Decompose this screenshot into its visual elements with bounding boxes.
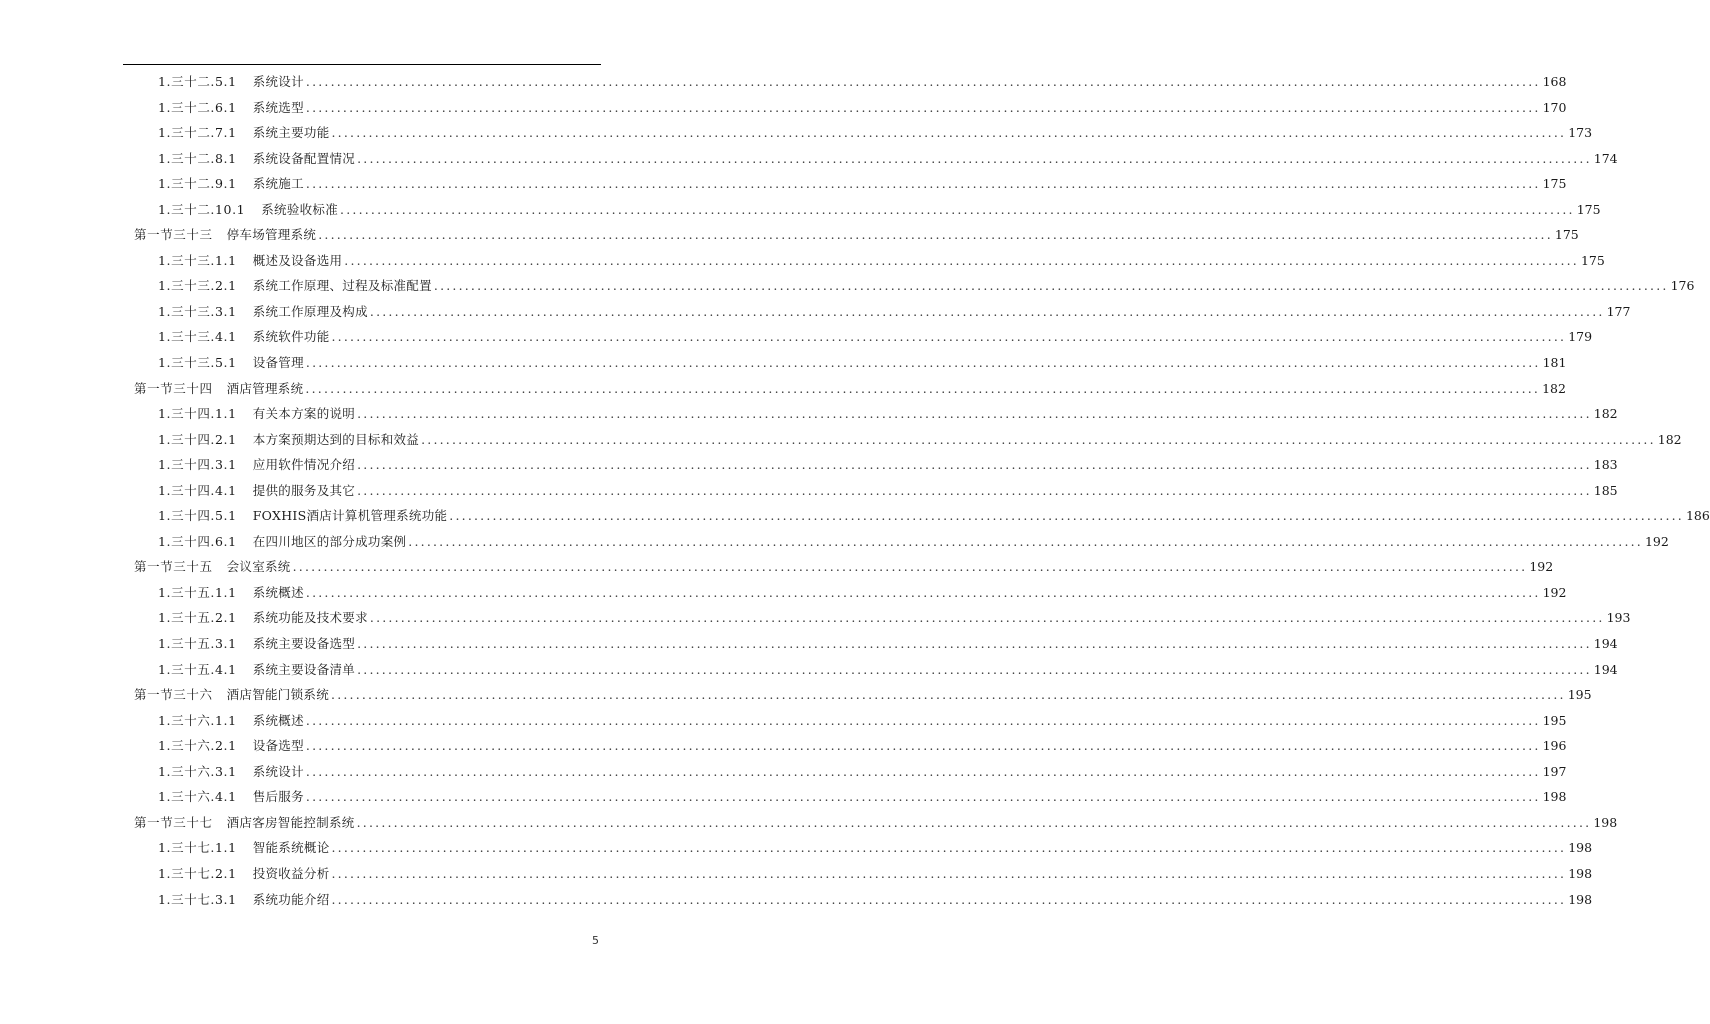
toc-entry-number: 1.三十四.1.1 bbox=[158, 406, 237, 422]
toc-dot-leader: ........................................................................................................................................................................................................ bbox=[305, 763, 1541, 779]
toc-entry-title: 在四川地区的部分成功案例 bbox=[252, 533, 407, 549]
toc-entry-number: 第一节三十五 bbox=[134, 559, 213, 575]
toc-entry-number: 1.三十三.5.1 bbox=[158, 355, 237, 371]
toc-entry-page: 186 bbox=[1685, 508, 1710, 524]
toc-entry-number: 1.三十五.4.1 bbox=[158, 661, 237, 677]
toc-subsection-entry[interactable] bbox=[134, 98, 1567, 124]
toc-entry-title: 系统设备配置情况 bbox=[252, 150, 356, 166]
page-number: 5 bbox=[592, 934, 599, 947]
toc-subsection-entry[interactable] bbox=[134, 890, 1593, 916]
toc-entry-number: 1.三十四.6.1 bbox=[158, 533, 237, 549]
toc-dot-leader: ........................................................................................................................................................................................................ bbox=[305, 176, 1541, 192]
toc-dot-leader: ........................................................................................................................................................................................................ bbox=[369, 303, 1605, 319]
toc-subsection-entry[interactable] bbox=[134, 762, 1567, 788]
toc-entry-number: 第一节三十三 bbox=[134, 227, 213, 243]
toc-dot-leader: ........................................................................................................................................................................................................ bbox=[305, 584, 1541, 600]
toc-subsection-entry[interactable] bbox=[134, 174, 1567, 200]
toc-entry-page: 175 bbox=[1580, 252, 1605, 268]
toc-entry-number: 1.三十三.4.1 bbox=[158, 329, 237, 345]
toc-entry-number: 1.三十六.2.1 bbox=[158, 738, 237, 754]
toc-entry-page: 194 bbox=[1593, 636, 1618, 652]
toc-entry-number: 1.三十四.2.1 bbox=[158, 431, 237, 447]
toc-subsection-entry[interactable] bbox=[134, 711, 1567, 737]
toc-entry-title: 智能系统概论 bbox=[252, 840, 330, 856]
toc-subsection-entry[interactable] bbox=[134, 455, 1618, 481]
toc-dot-leader: ........................................................................................................................................................................................................ bbox=[331, 329, 1567, 345]
toc-entry-title: 系统工作原理、过程及标准配置 bbox=[252, 278, 432, 294]
toc-entry-page: 198 bbox=[1568, 865, 1593, 881]
toc-entry-title: 提供的服务及其它 bbox=[252, 482, 356, 498]
toc-entry-number: 1.三十二.5.1 bbox=[158, 74, 237, 89]
toc-dot-leader: ........................................................................................................................................................................................................ bbox=[331, 125, 1567, 141]
toc-subsection-entry[interactable] bbox=[134, 583, 1567, 609]
toc-section-entry[interactable] bbox=[134, 685, 1592, 711]
toc-subsection-entry[interactable] bbox=[134, 149, 1618, 175]
toc-entry-number: 1.三十三.3.1 bbox=[158, 303, 237, 319]
toc-entry-number: 1.三十六.4.1 bbox=[158, 789, 237, 805]
toc-dot-leader: ........................................................................................................................................................................................................ bbox=[305, 99, 1541, 115]
toc-entry-page: 179 bbox=[1568, 329, 1593, 345]
toc-entry-page: 192 bbox=[1529, 559, 1554, 575]
toc-entry-number: 第一节三十七 bbox=[134, 814, 213, 830]
toc-entry-page: 182 bbox=[1657, 431, 1682, 447]
toc-entry-page: 198 bbox=[1568, 891, 1593, 907]
toc-subsection-entry[interactable] bbox=[134, 72, 1567, 98]
toc-entry-page: 192 bbox=[1542, 584, 1567, 600]
toc-entry-number: 1.三十七.3.1 bbox=[158, 891, 237, 907]
toc-subsection-entry[interactable] bbox=[134, 660, 1618, 686]
toc-entry-title: 设备选型 bbox=[252, 738, 304, 754]
toc-entry-title: 售后服务 bbox=[252, 789, 304, 805]
toc-entry-title: 概述及设备选用 bbox=[252, 252, 343, 268]
toc-subsection-entry[interactable] bbox=[134, 327, 1593, 353]
toc-entry-title: 系统设计 bbox=[252, 763, 304, 779]
toc-dot-leader: ........................................................................................................................................................................................................ bbox=[433, 278, 1669, 294]
toc-entry-page: 183 bbox=[1593, 457, 1618, 473]
toc-entry-title: 酒店管理系统 bbox=[226, 380, 304, 396]
toc-subsection-entry[interactable] bbox=[134, 200, 1601, 226]
toc-dot-leader: ........................................................................................................................................................................................................ bbox=[305, 380, 1541, 396]
toc-entry-page: 196 bbox=[1542, 738, 1567, 754]
toc-entry-page: 181 bbox=[1542, 355, 1567, 371]
toc-dot-leader: ........................................................................................................................................................................................................ bbox=[449, 508, 1684, 524]
toc-entry-page: 197 bbox=[1542, 763, 1567, 779]
toc-dot-leader: ........................................................................................................................................................................................................ bbox=[421, 431, 1656, 447]
toc-dot-leader: ........................................................................................................................................................................................................ bbox=[331, 840, 1567, 856]
toc-dot-leader: ........................................................................................................................................................................................................ bbox=[357, 457, 1592, 473]
toc-subsection-entry[interactable] bbox=[134, 123, 1593, 149]
toc-entry-number: 1.三十五.1.1 bbox=[158, 584, 237, 600]
toc-entry-page: 192 bbox=[1644, 533, 1669, 549]
toc-entry-title: 系统功能介绍 bbox=[252, 891, 330, 907]
toc-entry-page: 177 bbox=[1606, 303, 1631, 319]
toc-entry-page: 185 bbox=[1593, 482, 1618, 498]
toc-subsection-entry[interactable] bbox=[134, 506, 1710, 532]
toc-dot-leader: ........................................................................................................................................................................................................ bbox=[305, 355, 1541, 371]
toc-dot-leader: ........................................................................................................................................................................................................ bbox=[331, 687, 1566, 703]
toc-entry-title: 系统选型 bbox=[252, 99, 304, 115]
toc-entry-number: 1.三十四.3.1 bbox=[158, 457, 237, 473]
toc-entry-title: 应用软件情况介绍 bbox=[252, 457, 356, 473]
toc-dot-leader: ........................................................................................................................................................................................................ bbox=[357, 482, 1592, 498]
toc-dot-leader: ........................................................................................................................................................................................................ bbox=[292, 559, 1528, 575]
toc-entry-title: 酒店智能门锁系统 bbox=[226, 687, 330, 703]
toc-entry-page: 175 bbox=[1554, 227, 1579, 243]
toc-subsection-entry[interactable] bbox=[134, 838, 1593, 864]
toc-subsection-entry[interactable] bbox=[134, 864, 1593, 890]
toc-section-entry[interactable] bbox=[134, 225, 1579, 251]
toc-entry-title: 系统设计 bbox=[252, 74, 304, 89]
toc-subsection-entry[interactable] bbox=[134, 736, 1567, 762]
toc-dot-leader: ........................................................................................................................................................................................................ bbox=[331, 891, 1567, 907]
toc-dot-leader: ........................................................................................................................................................................................................ bbox=[356, 814, 1592, 830]
toc-subsection-entry[interactable] bbox=[134, 251, 1605, 277]
toc-entry-title: 系统主要设备清单 bbox=[252, 661, 356, 677]
toc-dot-leader: ........................................................................................................................................................................................................ bbox=[318, 227, 1553, 243]
toc-entry-title: 系统工作原理及构成 bbox=[252, 303, 368, 319]
toc-subsection-entry[interactable] bbox=[134, 353, 1567, 379]
toc-entry-title: 会议室系统 bbox=[226, 559, 291, 575]
toc-dot-leader: ........................................................................................................................................................................................................ bbox=[357, 661, 1592, 677]
toc-entry-page: 170 bbox=[1542, 99, 1567, 115]
toc-section-entry[interactable] bbox=[134, 379, 1566, 405]
toc-entry-title: 系统施工 bbox=[252, 176, 304, 192]
toc-subsection-entry[interactable] bbox=[134, 634, 1618, 660]
toc-dot-leader: ........................................................................................................................................................................................................ bbox=[357, 406, 1592, 422]
toc-entry-page: 168 bbox=[1542, 74, 1567, 89]
toc-dot-leader: ........................................................................................................................................................................................................ bbox=[331, 865, 1567, 881]
toc-dot-leader: ........................................................................................................................................................................................................ bbox=[357, 150, 1592, 166]
toc-entry-number: 1.三十二.7.1 bbox=[158, 125, 237, 141]
toc-entry-page: 198 bbox=[1542, 789, 1567, 805]
toc-entry-number: 1.三十四.5.1 bbox=[158, 508, 237, 524]
toc-entry-title: 有关本方案的说明 bbox=[252, 406, 356, 422]
toc-entry-page: 175 bbox=[1542, 176, 1567, 192]
toc-dot-leader: ........................................................................................................................................................................................................ bbox=[344, 252, 1579, 268]
toc-dot-leader: ........................................................................................................................................................................................................ bbox=[305, 712, 1541, 728]
toc-subsection-entry[interactable] bbox=[134, 430, 1682, 456]
toc-entry-number: 1.三十二.6.1 bbox=[158, 99, 237, 115]
toc-entry-page: 174 bbox=[1593, 150, 1618, 166]
toc-subsection-entry[interactable] bbox=[134, 608, 1631, 634]
toc-entry-number: 第一节三十六 bbox=[134, 687, 213, 703]
toc-subsection-entry[interactable] bbox=[134, 532, 1669, 558]
toc-entry-number: 1.三十三.2.1 bbox=[158, 278, 237, 294]
toc-entry-title: 系统概述 bbox=[252, 712, 304, 728]
toc-dot-leader: ........................................................................................................................................................................................................ bbox=[369, 610, 1605, 626]
toc-subsection-entry[interactable] bbox=[134, 787, 1567, 813]
table-of-contents bbox=[134, 72, 1710, 915]
toc-subsection-entry[interactable] bbox=[134, 481, 1618, 507]
toc-dot-leader: ........................................................................................................................................................................................................ bbox=[305, 74, 1541, 89]
toc-entry-title: 系统主要设备选型 bbox=[252, 636, 356, 652]
toc-dot-leader: ........................................................................................................................................................................................................ bbox=[340, 201, 1575, 217]
toc-entry-number: 1.三十七.2.1 bbox=[158, 865, 237, 881]
toc-entry-page: 195 bbox=[1567, 687, 1592, 703]
toc-entry-title: 系统软件功能 bbox=[252, 329, 330, 345]
toc-entry-number: 1.三十五.2.1 bbox=[158, 610, 237, 626]
toc-entry-title: 设备管理 bbox=[252, 355, 304, 371]
toc-entry-page: 195 bbox=[1542, 712, 1567, 728]
toc-entry-page: 198 bbox=[1568, 840, 1593, 856]
toc-entry-number: 1.三十三.1.1 bbox=[158, 252, 237, 268]
toc-section-entry[interactable] bbox=[134, 813, 1618, 839]
toc-subsection-entry[interactable] bbox=[134, 276, 1695, 302]
toc-entry-title: 投资收益分析 bbox=[252, 865, 330, 881]
header-rule bbox=[123, 64, 601, 65]
toc-entry-page: 175 bbox=[1576, 201, 1601, 217]
toc-entry-title: 本方案预期达到的目标和效益 bbox=[252, 431, 420, 447]
toc-entry-number: 1.三十二.10.1 bbox=[158, 201, 246, 217]
toc-entry-title: FOXHIS酒店计算机管理系统功能 bbox=[252, 508, 448, 524]
toc-entry-page: 193 bbox=[1606, 610, 1631, 626]
toc-dot-leader: ........................................................................................................................................................................................................ bbox=[305, 789, 1541, 805]
toc-section-entry[interactable] bbox=[134, 557, 1554, 583]
toc-entry-page: 176 bbox=[1670, 278, 1695, 294]
toc-entry-number: 第一节三十四 bbox=[134, 380, 213, 396]
toc-dot-leader: ........................................................................................................................................................................................................ bbox=[305, 738, 1541, 754]
toc-entry-number: 1.三十六.3.1 bbox=[158, 763, 237, 779]
toc-entry-number: 1.三十二.8.1 bbox=[158, 150, 237, 166]
toc-entry-page: 194 bbox=[1593, 661, 1618, 677]
toc-entry-number: 1.三十二.9.1 bbox=[158, 176, 237, 192]
toc-dot-leader: ........................................................................................................................................................................................................ bbox=[357, 636, 1592, 652]
toc-subsection-entry[interactable] bbox=[134, 404, 1618, 430]
toc-entry-number: 1.三十七.1.1 bbox=[158, 840, 237, 856]
toc-entry-number: 1.三十四.4.1 bbox=[158, 482, 237, 498]
toc-entry-number: 1.三十五.3.1 bbox=[158, 636, 237, 652]
toc-entry-page: 198 bbox=[1593, 814, 1618, 830]
toc-dot-leader: ........................................................................................................................................................................................................ bbox=[408, 533, 1643, 549]
toc-entry-title: 系统功能及技术要求 bbox=[252, 610, 368, 626]
toc-entry-page: 182 bbox=[1542, 380, 1566, 396]
toc-entry-title: 系统主要功能 bbox=[252, 125, 330, 141]
toc-entry-title: 停车场管理系统 bbox=[226, 227, 317, 243]
toc-entry-number: 1.三十六.1.1 bbox=[158, 712, 237, 728]
toc-entry-page: 173 bbox=[1568, 125, 1593, 141]
toc-entry-title: 系统概述 bbox=[252, 584, 304, 600]
toc-entry-title: 系统验收标准 bbox=[261, 201, 339, 217]
toc-entry-page: 182 bbox=[1593, 406, 1618, 422]
toc-entry-title: 酒店客房智能控制系统 bbox=[226, 814, 355, 830]
toc-subsection-entry[interactable] bbox=[134, 302, 1631, 328]
